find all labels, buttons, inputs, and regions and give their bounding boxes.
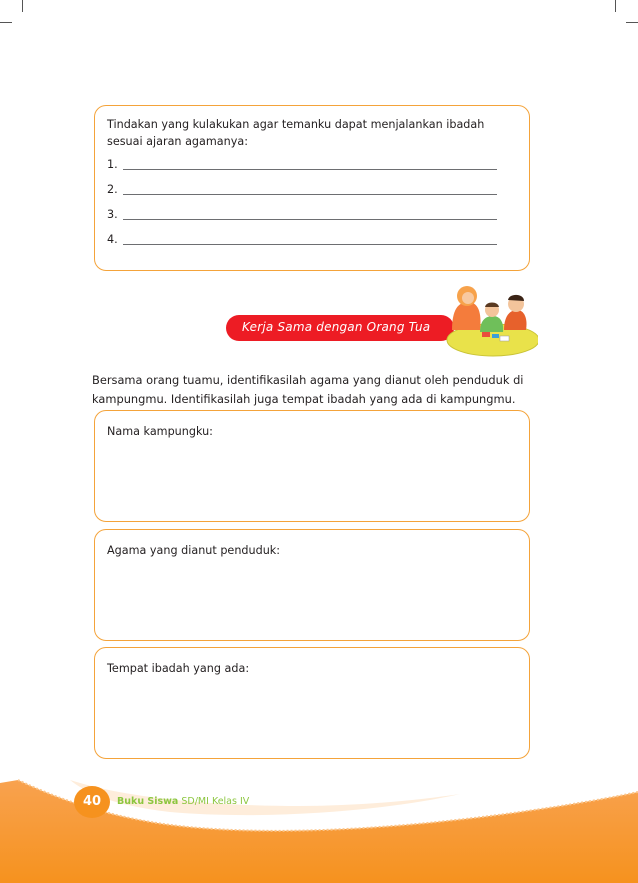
actions-box-title: Tindakan yang kulakukan agar temanku dapat menjalankan ibadah sesuai ajaran agamanya: [107,118,485,148]
footer-caption [117,796,249,807]
intro-paragraph: Bersama orang tuamu, identifikasilah agama yang dianut oleh penduduk di kampungmu. Identifikasilah juga tempat ibadah yang ada di kampungmu. [92,373,524,406]
answer-line-number: 2. [107,183,118,196]
answer-line-number: 3. [107,208,118,221]
section-banner-label: Kerja Sama dengan Orang Tua [242,320,431,334]
answer-line-number: 4. [107,233,118,246]
page-number: 40 [74,786,110,818]
footer-book-title: Buku Siswa [117,796,179,807]
field-label: Agama yang dianut penduduk: [107,544,281,557]
footer-class: SD/MI Kelas IV [181,796,250,807]
field-label: Nama kampungku: [107,425,213,438]
field-label: Tempat ibadah yang ada: [107,662,250,675]
answer-line-number: 1. [107,158,118,171]
